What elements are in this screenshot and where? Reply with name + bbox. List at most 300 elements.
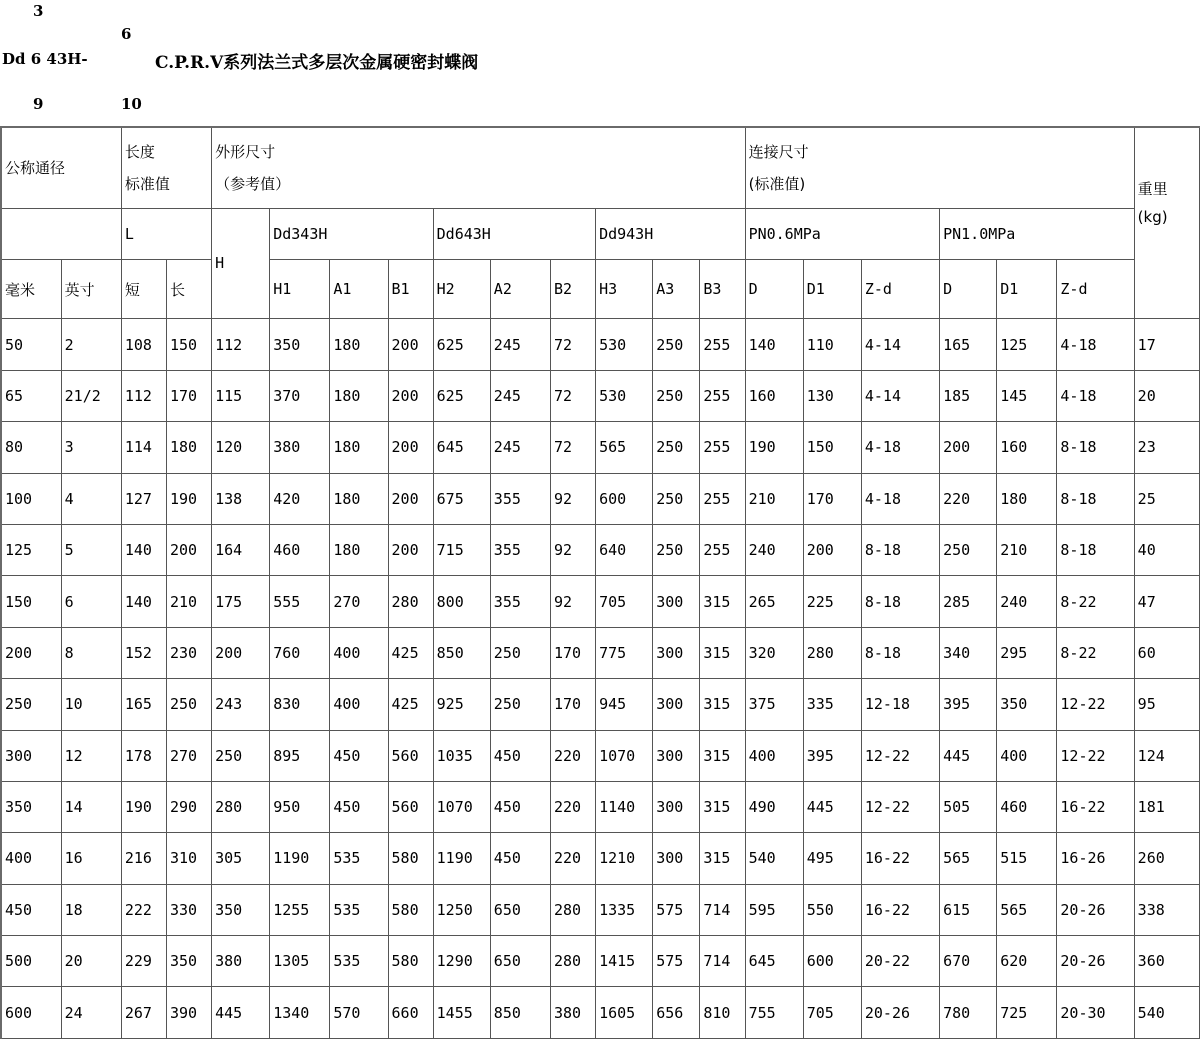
table-cell: 265 (745, 576, 803, 627)
table-cell: 245 (490, 319, 550, 370)
table-cell: 250 (212, 730, 270, 781)
table-cell: 220 (550, 833, 595, 884)
table-cell: 560 (388, 781, 433, 832)
header-mm: 毫米 (1, 259, 61, 319)
table-cell: 360 (1134, 936, 1199, 987)
table-cell: 6 (61, 576, 121, 627)
table-row (1, 833, 1200, 884)
table-cell: 705 (803, 987, 861, 1039)
table-cell: 8-18 (861, 627, 939, 678)
table-cell: 16-22 (861, 833, 939, 884)
table-cell: 80 (1, 422, 61, 473)
table-cell: 200 (212, 627, 270, 678)
table-cell: 656 (653, 987, 700, 1039)
table-cell: 800 (433, 576, 490, 627)
header-inch: 英寸 (61, 259, 121, 319)
table-cell: 400 (330, 679, 388, 730)
note-9: 9 (33, 95, 44, 113)
table-cell: 150 (803, 422, 861, 473)
table-cell: 315 (700, 833, 745, 884)
header-outline-line2: （参考值） (215, 175, 291, 193)
header-B3: B3 (700, 259, 745, 319)
table-cell: 300 (653, 781, 700, 832)
table-cell: 124 (1134, 730, 1199, 781)
table-cell: 380 (270, 422, 330, 473)
table-cell: 260 (1134, 833, 1199, 884)
table-cell: 515 (997, 833, 1057, 884)
table-cell: 108 (121, 319, 166, 370)
table-cell: 1210 (596, 833, 653, 884)
header-dd643h: Dd643H (433, 208, 595, 259)
table-cell: 4-18 (1057, 370, 1134, 421)
table-cell: 315 (700, 576, 745, 627)
table-row (1, 781, 1200, 832)
table-cell: 115 (212, 370, 270, 421)
table-cell: 810 (700, 987, 745, 1039)
table-cell: 250 (653, 422, 700, 473)
table-cell: 180 (997, 473, 1057, 524)
table-cell: 1035 (433, 730, 490, 781)
header-weight-label: 重里 (1134, 168, 1199, 208)
table-cell: 714 (700, 936, 745, 987)
table-cell: 945 (596, 679, 653, 730)
table-cell: 125 (1, 524, 61, 575)
table-cell: 595 (745, 884, 803, 935)
header-long: 长 (166, 259, 211, 319)
table-cell: 775 (596, 627, 653, 678)
table-cell: 92 (550, 473, 595, 524)
table-cell: 4-18 (861, 473, 939, 524)
table-cell: 17 (1134, 319, 1199, 370)
table-cell: 145 (997, 370, 1057, 421)
table-cell: 255 (700, 473, 745, 524)
table-cell: 200 (166, 524, 211, 575)
table-cell: 180 (330, 473, 388, 524)
table-row (1, 730, 1200, 781)
table-cell: 180 (166, 422, 211, 473)
table-cell: 570 (330, 987, 388, 1039)
table-cell: 5 (61, 524, 121, 575)
table-cell: 580 (388, 884, 433, 935)
table-cell: 110 (803, 319, 861, 370)
table-row (1, 936, 1200, 987)
table-cell: 4-18 (1057, 319, 1134, 370)
table-cell: 530 (596, 370, 653, 421)
table-cell: 125 (997, 319, 1057, 370)
table-cell: 390 (166, 987, 211, 1039)
table-cell: 190 (166, 473, 211, 524)
table-cell: 20-26 (861, 987, 939, 1039)
table-cell: 250 (653, 473, 700, 524)
header-H: H (212, 208, 270, 319)
table-cell: 50 (1, 319, 61, 370)
table-cell: 60 (1134, 627, 1199, 678)
table-cell: 1455 (433, 987, 490, 1039)
table-cell: 350 (270, 319, 330, 370)
table-cell: 550 (803, 884, 861, 935)
header-H2: H2 (433, 259, 490, 319)
table-cell: 620 (997, 936, 1057, 987)
table-row (1, 679, 1200, 730)
table-cell: 280 (212, 781, 270, 832)
header-nominal-diameter: 公称通径 (1, 127, 121, 208)
table-cell: 400 (1, 833, 61, 884)
table-row (1, 627, 1200, 678)
table-cell: 200 (803, 524, 861, 575)
table-cell: 250 (940, 524, 997, 575)
header-outline-line1: 外形尺寸 (215, 143, 276, 161)
table-cell: 375 (745, 679, 803, 730)
header-length-line2: 标准值 (124, 175, 170, 193)
table-cell: 250 (653, 370, 700, 421)
table-cell: 535 (330, 936, 388, 987)
table-cell: 395 (940, 679, 997, 730)
table-cell: 21/2 (61, 370, 121, 421)
table-cell: 645 (433, 422, 490, 473)
table-cell: 200 (388, 524, 433, 575)
table-cell: 12-22 (1057, 730, 1134, 781)
header-B1: B1 (388, 259, 433, 319)
table-cell: 450 (330, 781, 388, 832)
table-cell: 243 (212, 679, 270, 730)
table-cell: 20-22 (861, 936, 939, 987)
table-cell: 245 (490, 422, 550, 473)
table-cell: 120 (212, 422, 270, 473)
table-cell: 1335 (596, 884, 653, 935)
table-cell: 25 (1134, 473, 1199, 524)
table-cell: 8-22 (1057, 627, 1134, 678)
table-cell: 72 (550, 319, 595, 370)
header-dd943h: Dd943H (596, 208, 746, 259)
header-D: D (745, 259, 803, 319)
table-cell: 200 (388, 319, 433, 370)
table-cell: 300 (653, 627, 700, 678)
table-cell: 20 (1134, 370, 1199, 421)
table-cell: 1140 (596, 781, 653, 832)
table-cell: 420 (270, 473, 330, 524)
table-cell: 315 (700, 730, 745, 781)
table-cell: 505 (940, 781, 997, 832)
table-cell: 425 (388, 627, 433, 678)
table-cell: 445 (940, 730, 997, 781)
table-cell: 92 (550, 576, 595, 627)
table-cell: 530 (596, 319, 653, 370)
table-cell: 715 (433, 524, 490, 575)
table-cell: 280 (803, 627, 861, 678)
table-cell: 760 (270, 627, 330, 678)
page-title: C.P.R.V系列法兰式多层次金属硬密封蝶阀 (155, 53, 479, 73)
header-H1: H1 (270, 259, 330, 319)
table-cell: 20-26 (1057, 936, 1134, 987)
header-weight-unit: (kg) (1134, 208, 1199, 319)
table-cell: 47 (1134, 576, 1199, 627)
table-cell: 200 (388, 422, 433, 473)
table-row (1, 524, 1200, 575)
table-row (1, 576, 1200, 627)
table-cell: 130 (803, 370, 861, 421)
table-cell: 40 (1134, 524, 1199, 575)
table-cell: 255 (700, 422, 745, 473)
table-cell: 220 (940, 473, 997, 524)
table-cell: 300 (653, 576, 700, 627)
table-cell: 295 (997, 627, 1057, 678)
table-cell: 600 (1, 987, 61, 1039)
table-cell: 350 (997, 679, 1057, 730)
table-cell: 140 (121, 576, 166, 627)
table-cell: 555 (270, 576, 330, 627)
table-cell: 450 (1, 884, 61, 935)
table-cell: 1190 (270, 833, 330, 884)
table-cell: 460 (997, 781, 1057, 832)
table-cell: 445 (212, 987, 270, 1039)
table-cell: 216 (121, 833, 166, 884)
header-H3: H3 (596, 259, 653, 319)
table-cell: 1605 (596, 987, 653, 1039)
table-cell: 4 (61, 473, 121, 524)
table-cell: 370 (270, 370, 330, 421)
table-cell: 540 (745, 833, 803, 884)
table-cell: 565 (940, 833, 997, 884)
header-connection-line1: 连接尺寸 (748, 143, 809, 161)
table-cell: 180 (330, 422, 388, 473)
header-A2: A2 (490, 259, 550, 319)
header-L: L (121, 208, 211, 259)
table-cell: 400 (745, 730, 803, 781)
table-cell: 12-22 (861, 781, 939, 832)
table-cell: 200 (1, 627, 61, 678)
table-cell: 755 (745, 987, 803, 1039)
table-cell: 20-26 (1057, 884, 1134, 935)
table-cell: 4-18 (861, 422, 939, 473)
table-cell: 10 (61, 679, 121, 730)
table-cell: 460 (270, 524, 330, 575)
table-cell: 150 (1, 576, 61, 627)
table-cell: 3 (61, 422, 121, 473)
table-cell: 560 (388, 730, 433, 781)
table-cell: 380 (212, 936, 270, 987)
table-cell: 1070 (596, 730, 653, 781)
table-cell: 660 (388, 987, 433, 1039)
table-cell: 1255 (270, 884, 330, 935)
table-cell: 200 (388, 473, 433, 524)
table-cell: 8-18 (861, 524, 939, 575)
table-cell: 255 (700, 524, 745, 575)
table-cell: 20-30 (1057, 987, 1134, 1039)
table-cell: 152 (121, 627, 166, 678)
header-connection-line2: (标准值) (748, 175, 806, 193)
table-cell: 650 (490, 884, 550, 935)
table-cell: 290 (166, 781, 211, 832)
table-cell: 1290 (433, 936, 490, 987)
model-code: Dd 6 43H- (2, 50, 88, 68)
header-A1: A1 (330, 259, 388, 319)
table-cell: 305 (212, 833, 270, 884)
table-cell: 240 (745, 524, 803, 575)
table-cell: 615 (940, 884, 997, 935)
table-cell: 445 (803, 781, 861, 832)
table-cell: 165 (940, 319, 997, 370)
table-cell: 330 (166, 884, 211, 935)
table-cell: 895 (270, 730, 330, 781)
table-cell: 450 (490, 730, 550, 781)
table-cell: 270 (166, 730, 211, 781)
table-row (1, 370, 1200, 421)
table-cell: 250 (490, 627, 550, 678)
header-D1-b: D1 (997, 259, 1057, 319)
table-row (1, 473, 1200, 524)
table-cell: 16 (61, 833, 121, 884)
table-cell: 18 (61, 884, 121, 935)
table-cell: 450 (490, 781, 550, 832)
table-cell: 280 (550, 936, 595, 987)
table-row (1, 422, 1200, 473)
table-cell: 350 (166, 936, 211, 987)
header-short: 短 (121, 259, 166, 319)
table-cell: 12-18 (861, 679, 939, 730)
spec-table (0, 126, 1200, 1039)
table-cell: 140 (121, 524, 166, 575)
table-cell: 190 (745, 422, 803, 473)
table-cell: 1190 (433, 833, 490, 884)
table-cell: 625 (433, 370, 490, 421)
header-length-line1: 长度 (124, 143, 155, 161)
table-cell: 580 (388, 833, 433, 884)
header-dd343h: Dd343H (270, 208, 433, 259)
table-cell: 170 (550, 679, 595, 730)
header-B2: B2 (550, 259, 595, 319)
table-cell: 2 (61, 319, 121, 370)
table-cell: 315 (700, 627, 745, 678)
table-cell: 178 (121, 730, 166, 781)
header-nominal-blank (1, 208, 121, 259)
table-cell: 8-18 (1057, 422, 1134, 473)
header-pn06: PN0.6MPa (745, 208, 940, 259)
table-cell: 181 (1134, 781, 1199, 832)
table-cell: 355 (490, 524, 550, 575)
table-cell: 164 (212, 524, 270, 575)
table-cell: 1340 (270, 987, 330, 1039)
table-cell: 230 (166, 627, 211, 678)
table-cell: 8-22 (1057, 576, 1134, 627)
table-cell: 114 (121, 422, 166, 473)
table-cell: 245 (490, 370, 550, 421)
table-cell: 185 (940, 370, 997, 421)
table-cell: 92 (550, 524, 595, 575)
table-cell: 210 (745, 473, 803, 524)
table-cell: 338 (1134, 884, 1199, 935)
table-cell: 8-18 (1057, 524, 1134, 575)
table-cell: 535 (330, 833, 388, 884)
table-cell: 395 (803, 730, 861, 781)
table-row (1, 884, 1200, 935)
table-cell: 8 (61, 627, 121, 678)
table-cell: 175 (212, 576, 270, 627)
table-cell: 170 (803, 473, 861, 524)
table-cell: 500 (1, 936, 61, 987)
table-cell: 830 (270, 679, 330, 730)
note-10: 10 (121, 95, 142, 113)
table-cell: 255 (700, 319, 745, 370)
table-cell: 95 (1134, 679, 1199, 730)
table-cell: 222 (121, 884, 166, 935)
table-cell: 72 (550, 422, 595, 473)
table-cell: 650 (490, 936, 550, 987)
table-cell: 780 (940, 987, 997, 1039)
header-Zd: Z-d (861, 259, 939, 319)
header-weight-top (1134, 127, 1199, 168)
table-cell: 300 (653, 833, 700, 884)
table-cell: 645 (745, 936, 803, 987)
header-connection (745, 127, 1134, 208)
table-cell: 160 (997, 422, 1057, 473)
table-cell: 72 (550, 370, 595, 421)
header-A3: A3 (653, 259, 700, 319)
table-cell: 112 (121, 370, 166, 421)
table-cell: 160 (745, 370, 803, 421)
note-3: 3 (33, 2, 44, 20)
table-cell: 400 (330, 627, 388, 678)
table-cell: 950 (270, 781, 330, 832)
table-cell: 565 (596, 422, 653, 473)
table-cell: 315 (700, 679, 745, 730)
table-cell: 100 (1, 473, 61, 524)
table-cell: 190 (121, 781, 166, 832)
table-cell: 850 (490, 987, 550, 1039)
header-D-b: D (940, 259, 997, 319)
table-cell: 12-22 (1057, 679, 1134, 730)
table-cell: 565 (997, 884, 1057, 935)
table-cell: 850 (433, 627, 490, 678)
table-cell: 14 (61, 781, 121, 832)
table-row (1, 987, 1200, 1039)
table-cell: 250 (653, 524, 700, 575)
header-length (121, 127, 211, 208)
table-cell: 24 (61, 987, 121, 1039)
table-cell: 250 (1, 679, 61, 730)
header-outline (212, 127, 746, 208)
table-cell: 714 (700, 884, 745, 935)
table-cell: 725 (997, 987, 1057, 1039)
table-cell: 16-22 (861, 884, 939, 935)
table-cell: 320 (745, 627, 803, 678)
table-cell: 540 (1134, 987, 1199, 1039)
table-cell: 425 (388, 679, 433, 730)
table-cell: 625 (433, 319, 490, 370)
table-cell: 300 (1, 730, 61, 781)
table-cell: 140 (745, 319, 803, 370)
note-6: 6 (121, 25, 132, 43)
table-cell: 150 (166, 319, 211, 370)
table-cell: 127 (121, 473, 166, 524)
table-cell: 112 (212, 319, 270, 370)
table-cell: 180 (330, 319, 388, 370)
table-cell: 12-22 (861, 730, 939, 781)
table-cell: 1250 (433, 884, 490, 935)
table-cell: 200 (940, 422, 997, 473)
table-cell: 267 (121, 987, 166, 1039)
table-cell: 1070 (433, 781, 490, 832)
table-row (1, 319, 1200, 370)
table-cell: 4-14 (861, 319, 939, 370)
table-cell: 170 (550, 627, 595, 678)
table-cell: 225 (803, 576, 861, 627)
table-cell: 575 (653, 884, 700, 935)
table-cell: 8-18 (1057, 473, 1134, 524)
table-cell: 138 (212, 473, 270, 524)
table-cell: 200 (388, 370, 433, 421)
table-cell: 210 (166, 576, 211, 627)
table-cell: 23 (1134, 422, 1199, 473)
